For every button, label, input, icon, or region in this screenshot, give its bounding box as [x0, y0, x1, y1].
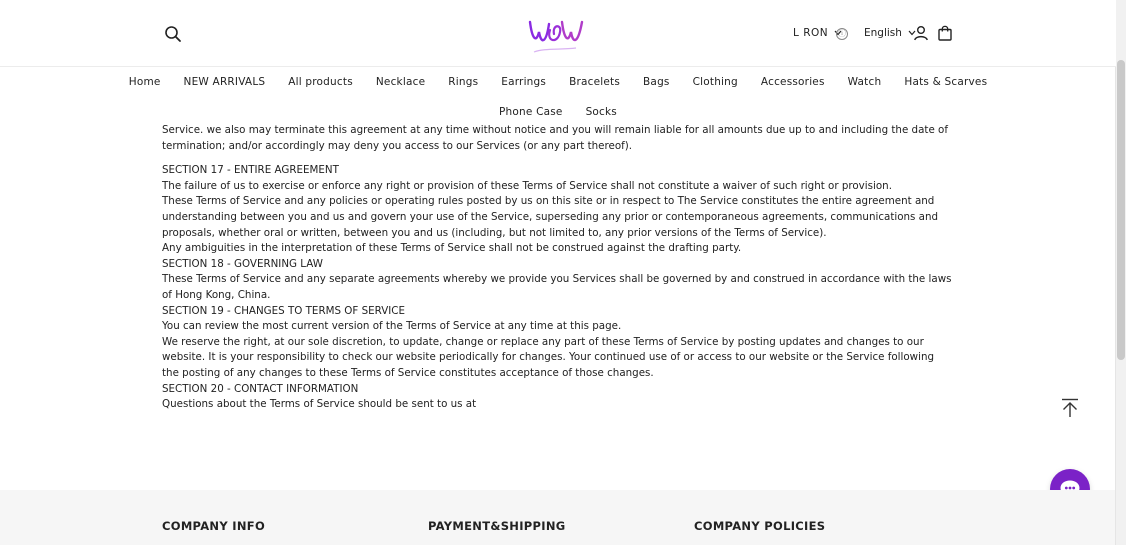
paragraph-entire-agreement: These Terms of Service and any policies or operating rules posted by us on this site or in respect to The Service constitutes the entire agreement and understanding between you and us and govern your use of the Service, superseding any prior or contemporaneous agreements, communications and proposals, whether oral or written, between you and us (including, but not limited to, any prior versions of the Terms of Service).: [162, 195, 939, 239]
user-icon[interactable]: [913, 25, 929, 41]
search-icon[interactable]: [163, 24, 183, 44]
main-navigation: [0, 66, 1116, 124]
shopping-bag-icon[interactable]: [937, 25, 953, 41]
paragraph-waiver: The failure of us to exercise or enforce any right or provision of these Terms of Service shall not constitute a waiver of such right or provision.: [162, 179, 892, 192]
nav-item-accessories[interactable]: Accessories: [760, 76, 825, 88]
paragraph-contact: Questions about the Terms of Service should be sent to us at: [162, 398, 477, 411]
nav-item-all-products[interactable]: All products: [288, 76, 353, 88]
nav-item-phone-case[interactable]: Phone Case: [499, 106, 563, 118]
terms-of-service-content: [162, 123, 952, 413]
language-selector[interactable]: [864, 27, 916, 39]
nav-item-new-arrivals[interactable]: NEW ARRIVALS: [183, 76, 266, 88]
footer-company-info[interactable]: COMPANY INFO: [162, 519, 266, 533]
nav-item-socks[interactable]: Socks: [585, 106, 617, 118]
paragraph-termination: Service. we also may terminate this agreement at any time without notice and you will remain liable for all amounts due up to and including the date of termination; and/or accordingly may deny you access to our Services (or any part thereof).: [162, 124, 948, 152]
nav-item-clothing[interactable]: Clothing: [692, 76, 738, 88]
nav-item-hats-scarves[interactable]: Hats & Scarves: [904, 76, 988, 88]
nav-row-primary: [0, 76, 1116, 88]
page-scrollbar[interactable]: [1115, 0, 1126, 545]
nav-item-earrings[interactable]: Earrings: [501, 76, 547, 88]
footer-company-policies[interactable]: COMPANY POLICIES: [694, 519, 826, 533]
footer-payment-shipping[interactable]: PAYMENT&SHIPPING: [428, 519, 566, 533]
site-header: [0, 0, 1116, 67]
section-20-heading: SECTION 20 - CONTACT INFORMATION: [162, 382, 359, 395]
site-footer: [0, 490, 1116, 545]
paragraph-governing-law: These Terms of Service and any separate agreements whereby we provide you Services shall be governed by and construed in accordance with the laws of Hong Kong, China.: [162, 273, 952, 301]
nav-item-rings[interactable]: Rings: [448, 76, 479, 88]
logo[interactable]: [520, 12, 596, 58]
nav-item-bracelets[interactable]: Bracelets: [569, 76, 621, 88]
section-19-heading: SECTION 19 - CHANGES TO TERMS OF SERVICE: [162, 304, 405, 317]
nav-row-secondary: [0, 106, 1116, 118]
nav-item-bags[interactable]: Bags: [643, 76, 670, 88]
currency-selector[interactable]: [793, 27, 842, 39]
info-icon[interactable]: ⓘ: [838, 29, 846, 38]
paragraph-reserve-right: We reserve the right, at our sole discretion, to update, change or replace any part of these Terms of Service by posting updates and changes to our website. It is your responsibility to check our website periodically for changes. Your continued use of or access to our website or the Service following the posting of any changes to these Terms of Service constitutes acceptance of those changes.: [162, 335, 935, 379]
section-17-heading: SECTION 17 - ENTIRE AGREEMENT: [162, 164, 339, 177]
paragraph-review: You can review the most current version of the Terms of Service at any time at this page.: [162, 320, 622, 333]
language-label: English: [864, 27, 902, 39]
nav-item-watch[interactable]: Watch: [847, 76, 882, 88]
back-to-top-icon[interactable]: [1061, 398, 1079, 418]
scrollbar-thumb[interactable]: [1117, 60, 1125, 360]
section-18-heading: SECTION 18 - GOVERNING LAW: [162, 257, 323, 270]
nav-item-necklace[interactable]: Necklace: [375, 76, 426, 88]
paragraph-ambiguities: Any ambiguities in the interpretation of these Terms of Service shall not be construed against the drafting party.: [162, 242, 742, 255]
currency-label: L RON: [793, 27, 829, 39]
nav-item-home[interactable]: Home: [128, 76, 161, 88]
